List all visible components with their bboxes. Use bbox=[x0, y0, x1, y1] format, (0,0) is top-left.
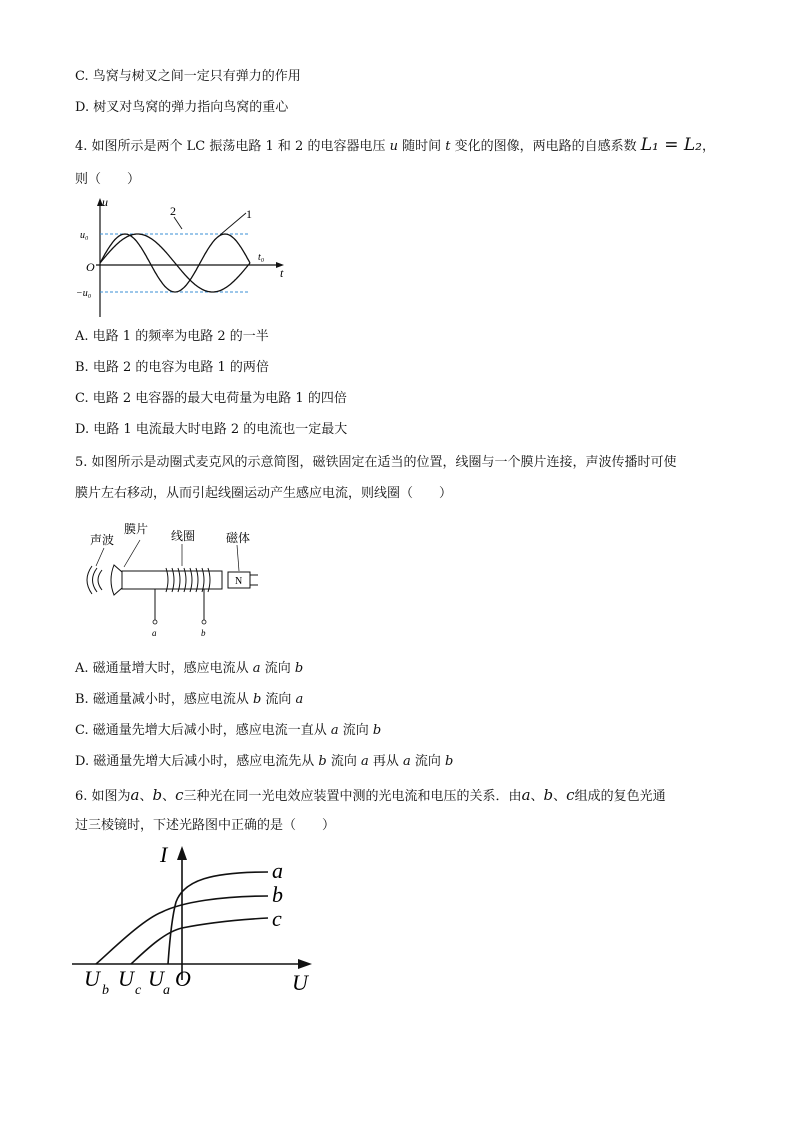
ua-subscript: a bbox=[163, 983, 170, 998]
q5-option-a: A. 磁通量增大时，感应电流从 a 流向 b bbox=[75, 661, 304, 676]
inductance-equation: L₁ = L₂ bbox=[640, 135, 702, 155]
axis-u-label: U bbox=[292, 970, 308, 995]
q5-option-b: B. 磁通量减小时，感应电流从 b 流向 a bbox=[75, 692, 304, 707]
sound-wave-label: 声波 bbox=[90, 533, 115, 547]
ub-label: U bbox=[84, 966, 100, 991]
q4-option-b: B. 电路 2 的电容为电路 1 的两倍 bbox=[75, 360, 269, 375]
terminal-a-label: a bbox=[152, 628, 157, 638]
terminal-b-label: b bbox=[201, 628, 206, 638]
axis-i-label: I bbox=[160, 842, 168, 867]
curve-c-label: c bbox=[272, 906, 282, 931]
uc-label: U bbox=[118, 966, 134, 991]
curve-c bbox=[131, 918, 268, 964]
neg-u0-label: −u₀ bbox=[76, 288, 92, 299]
q5-option-c: C. 磁通量先增大后减小时，感应电流一直从 a 流向 b bbox=[75, 723, 382, 738]
u0-label: u₀ bbox=[80, 230, 89, 241]
q3-option-d: D. 树叉对鸟窝的弹力指向鸟窝的重心 bbox=[75, 100, 289, 115]
q6-photocurrent-graph bbox=[72, 840, 332, 1005]
q6-stem: 6. 如图为a、b、c三种光在同一光电效应装置中测的光电流和电压的关系．由a、b、c组成的复色光通 bbox=[75, 786, 666, 804]
curve-a-label: a bbox=[272, 858, 283, 883]
q3-option-c: C. 鸟窝与树叉之间一定只有弹力的作用 bbox=[75, 69, 301, 84]
q4-stem: 4. 如图所示是两个 LC 振荡电路 1 和 2 的电容器电压 u 随时间 t 变化的图像，两电路的自感系数 L₁ = L₂， bbox=[75, 135, 716, 155]
q4-option-c: C. 电路 2 电容器的最大电荷量为电路 1 的四倍 bbox=[75, 391, 347, 406]
ua-label: U bbox=[148, 966, 164, 991]
membrane-label: 膜片 bbox=[124, 522, 149, 536]
q5-stem: 5. 如图所示是动圈式麦克风的示意简图，磁铁固定在适当的位置，线圈与一个膜片连接，声波传播时可使 bbox=[75, 455, 677, 470]
var-u: u bbox=[389, 139, 398, 154]
q4-option-d: D. 电路 1 电流最大时电路 2 的电流也一定最大 bbox=[75, 422, 348, 437]
curve-b-label: b bbox=[272, 882, 283, 907]
t0-label: t₀ bbox=[258, 252, 265, 263]
axis-t-label: t bbox=[280, 266, 284, 280]
ub-subscript: b bbox=[102, 983, 109, 998]
north-pole-label: N bbox=[235, 576, 243, 587]
coil-label: 线圈 bbox=[171, 529, 196, 543]
curve-1-label: 1 bbox=[246, 207, 252, 221]
curve-a bbox=[168, 872, 268, 964]
q4-option-a: A. 电路 1 的频率为电路 2 的一半 bbox=[75, 329, 269, 344]
q4-voltage-graph bbox=[78, 195, 298, 320]
var-t: t bbox=[445, 139, 451, 154]
origin-label: O bbox=[175, 966, 191, 991]
q4-stem-line2: 则（ ） bbox=[75, 172, 141, 187]
q5-option-d: D. 磁通量先增大后减小时，感应电流先从 b 流向 a 再从 a 流向 b bbox=[75, 754, 454, 769]
q6-stem-line2: 过三棱镜时，下述光路图中正确的是（ ） bbox=[75, 818, 336, 833]
uc-subscript: c bbox=[135, 983, 142, 998]
origin-label: O bbox=[86, 260, 95, 274]
curve-1 bbox=[100, 234, 250, 292]
q5-microphone-diagram bbox=[78, 518, 268, 643]
axis-u-label: u bbox=[102, 195, 108, 209]
magnet-label: 磁体 bbox=[226, 531, 251, 545]
curve-2-label: 2 bbox=[170, 204, 176, 218]
q5-stem-line2: 膜片左右移动，从而引起线圈运动产生感应电流，则线圈（ ） bbox=[75, 486, 453, 501]
